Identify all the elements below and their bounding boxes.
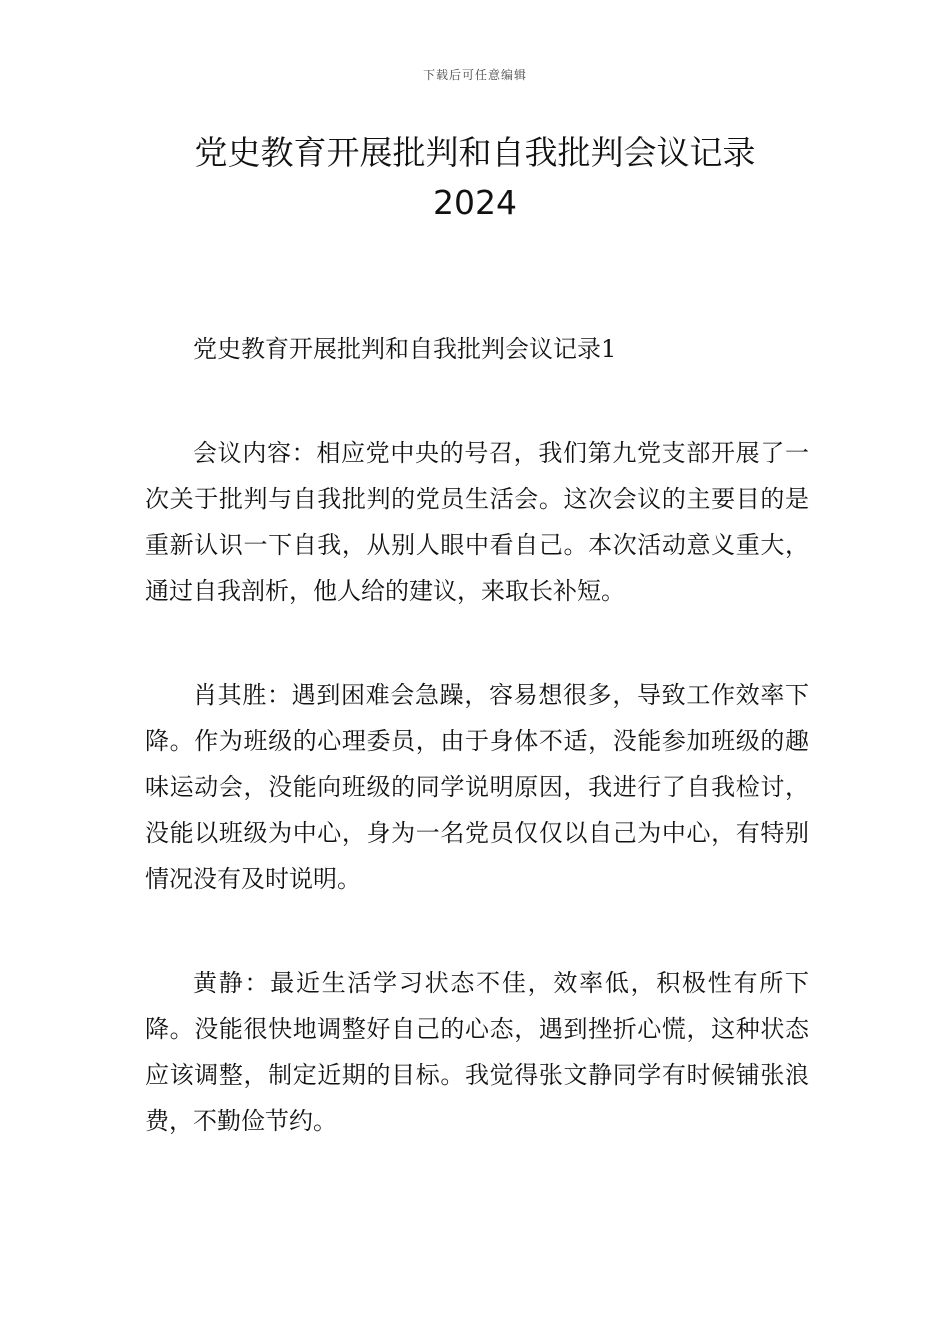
paragraph-huang-jing: 黄静：最近生活学习状态不佳，效率低，积极性有所下降。没能很快地调整好自己的心态，遇到挫折心慌，这种状态应该调整，制定近期的目标。我觉得张文静同学有时候铺张浪费，不勤俭节约。 [145, 969, 809, 1135]
title-line-2: 2024 [433, 183, 517, 222]
title-line-1: 党史教育开展批判和自我批判会议记录 [194, 133, 756, 172]
document-body [145, 326, 809, 1202]
header-note: 下载后可任意编辑 [422, 68, 527, 82]
document-title [0, 128, 950, 228]
section-heading: 党史教育开展批判和自我批判会议记录1 [193, 335, 617, 363]
paragraph-xiao-qisheng: 肖其胜：遇到困难会急躁，容易想很多，导致工作效率下降。作为班级的心理委员，由于身体不适，没能参加班级的趣味运动会，没能向班级的同学说明原因，我进行了自我检讨，没能以班级为中心，身为一名党员仅仅以自己为中心，有特别情况没有及时说明。 [145, 681, 809, 893]
paragraph-meeting-content: 会议内容：相应党中央的号召，我们第九党支部开展了一次关于批判与自我批判的党员生活会。这次会议的主要目的是重新认识一下自我，从别人眼中看自己。本次活动意义重大，通过自我剖析，他人给的建议，来取长补短。 [145, 439, 809, 605]
